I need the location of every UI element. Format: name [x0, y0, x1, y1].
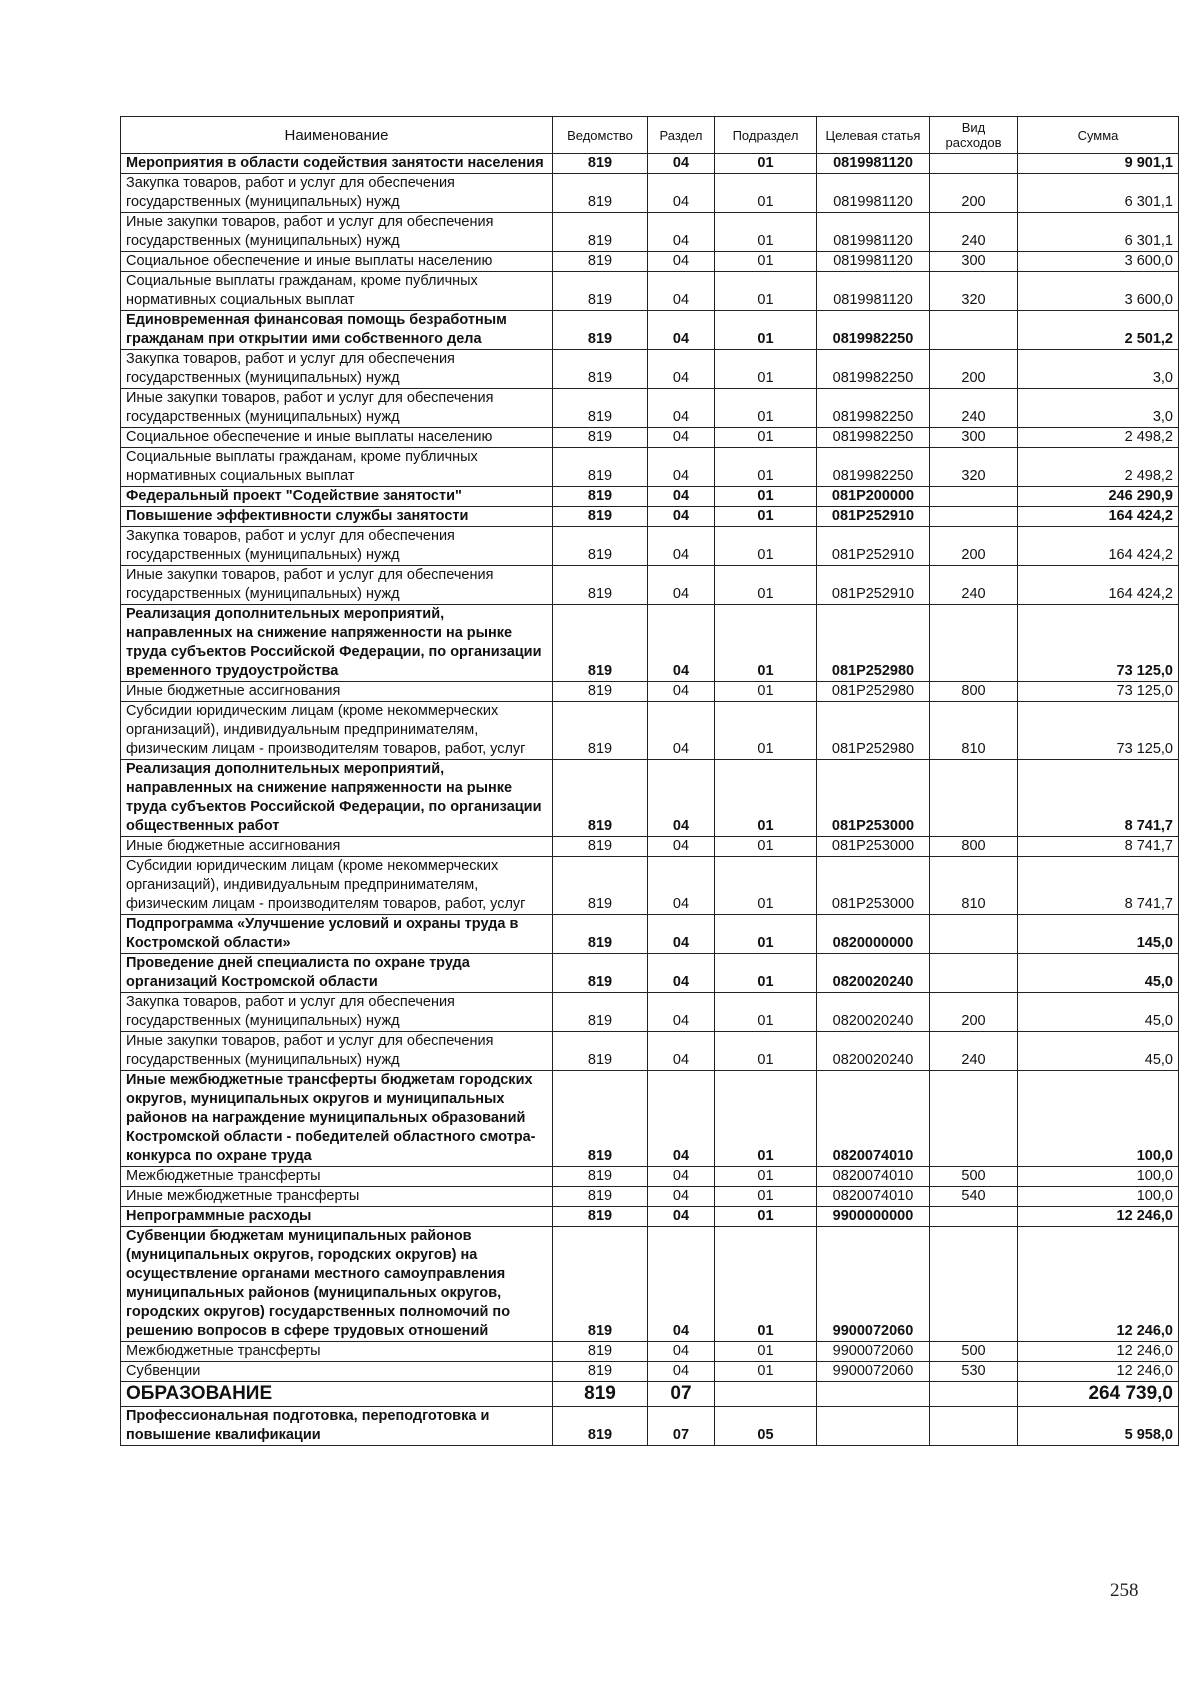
row-section: 04	[648, 837, 715, 857]
row-dept: 819	[553, 1032, 648, 1071]
row-dept: 819	[553, 682, 648, 702]
table-row	[121, 1187, 1179, 1207]
row-sum: 100,0	[1018, 1071, 1179, 1167]
row-subsection: 01	[715, 428, 817, 448]
row-target: 081P253000	[817, 857, 930, 915]
row-subsection: 01	[715, 213, 817, 252]
row-section: 04	[648, 154, 715, 174]
table-row	[121, 1071, 1179, 1167]
row-dept: 819	[553, 702, 648, 760]
row-exp-type: 500	[930, 1342, 1018, 1362]
row-sum: 5 958,0	[1018, 1407, 1179, 1446]
table-row	[121, 1032, 1179, 1071]
row-exp-type	[930, 605, 1018, 682]
row-target: 0819981120	[817, 272, 930, 311]
row-dept: 819	[553, 1382, 648, 1407]
header-exp-type: Вид расходов	[930, 117, 1018, 154]
header-subsection: Подраздел	[715, 117, 817, 154]
row-exp-type: 300	[930, 428, 1018, 448]
row-dept: 819	[553, 350, 648, 389]
row-exp-type	[930, 311, 1018, 350]
row-dept: 819	[553, 1342, 648, 1362]
row-dept: 819	[553, 1167, 648, 1187]
row-subsection: 01	[715, 566, 817, 605]
row-subsection: 01	[715, 605, 817, 682]
row-sum: 12 246,0	[1018, 1362, 1179, 1382]
row-target: 0820020240	[817, 954, 930, 993]
row-section: 04	[648, 605, 715, 682]
row-dept: 819	[553, 389, 648, 428]
row-subsection: 01	[715, 174, 817, 213]
row-subsection: 01	[715, 1207, 817, 1227]
row-target: 9900072060	[817, 1227, 930, 1342]
table-row	[121, 915, 1179, 954]
row-exp-type: 500	[930, 1167, 1018, 1187]
row-name: Субвенции	[121, 1362, 553, 1382]
table-row	[121, 1342, 1179, 1362]
row-target: 081P253000	[817, 760, 930, 837]
row-dept: 819	[553, 1362, 648, 1382]
row-name: Профессиональная подготовка, переподготовка и повышение квалификации	[121, 1407, 553, 1446]
row-exp-type	[930, 1207, 1018, 1227]
row-exp-type	[930, 1382, 1018, 1407]
table-row	[121, 1227, 1179, 1342]
row-section: 04	[648, 1362, 715, 1382]
row-dept: 819	[553, 174, 648, 213]
row-name: Иные бюджетные ассигнования	[121, 682, 553, 702]
header-dept: Ведомство	[553, 117, 648, 154]
table-row	[121, 448, 1179, 487]
row-target: 0820074010	[817, 1187, 930, 1207]
table-row	[121, 1407, 1179, 1446]
row-section: 04	[648, 702, 715, 760]
row-exp-type: 300	[930, 252, 1018, 272]
table-row	[121, 527, 1179, 566]
row-target: 081P200000	[817, 487, 930, 507]
row-target: 081P252980	[817, 702, 930, 760]
row-sum: 45,0	[1018, 1032, 1179, 1071]
row-exp-type: 320	[930, 448, 1018, 487]
row-section: 04	[648, 760, 715, 837]
row-dept: 819	[553, 857, 648, 915]
row-section: 04	[648, 311, 715, 350]
row-subsection: 01	[715, 350, 817, 389]
row-section: 07	[648, 1382, 715, 1407]
table-row	[121, 993, 1179, 1032]
row-exp-type	[930, 1407, 1018, 1446]
row-dept: 819	[553, 566, 648, 605]
row-target: 0819981120	[817, 213, 930, 252]
row-sum: 264 739,0	[1018, 1382, 1179, 1407]
row-name: ОБРАЗОВАНИЕ	[121, 1382, 553, 1407]
row-subsection: 01	[715, 702, 817, 760]
row-target: 081P252910	[817, 527, 930, 566]
row-name: Федеральный проект "Содействие занятости"	[121, 487, 553, 507]
row-subsection: 01	[715, 1342, 817, 1362]
row-name: Закупка товаров, работ и услуг для обеспечения государственных (муниципальных) нужд	[121, 350, 553, 389]
row-dept: 819	[553, 154, 648, 174]
row-sum: 6 301,1	[1018, 213, 1179, 252]
row-section: 04	[648, 389, 715, 428]
row-section: 04	[648, 448, 715, 487]
row-section: 04	[648, 1342, 715, 1362]
row-dept: 819	[553, 760, 648, 837]
row-exp-type: 800	[930, 682, 1018, 702]
row-section: 04	[648, 1227, 715, 1342]
row-subsection: 01	[715, 1071, 817, 1167]
row-sum: 2 498,2	[1018, 428, 1179, 448]
row-dept: 819	[553, 837, 648, 857]
row-exp-type	[930, 487, 1018, 507]
row-exp-type: 800	[930, 837, 1018, 857]
row-name: Повышение эффективности службы занятости	[121, 507, 553, 527]
row-target: 0819982250	[817, 350, 930, 389]
row-dept: 819	[553, 507, 648, 527]
row-name: Межбюджетные трансферты	[121, 1167, 553, 1187]
row-name: Иные бюджетные ассигнования	[121, 837, 553, 857]
row-subsection: 01	[715, 389, 817, 428]
row-target: 081P252910	[817, 566, 930, 605]
row-subsection: 01	[715, 1167, 817, 1187]
row-exp-type: 200	[930, 993, 1018, 1032]
row-exp-type: 320	[930, 272, 1018, 311]
row-exp-type	[930, 1071, 1018, 1167]
row-sum: 3 600,0	[1018, 252, 1179, 272]
row-dept: 819	[553, 1227, 648, 1342]
row-subsection: 01	[715, 272, 817, 311]
table-row	[121, 1167, 1179, 1187]
row-dept: 819	[553, 487, 648, 507]
row-name: Проведение дней специалиста по охране труда организаций Костромской области	[121, 954, 553, 993]
row-sum: 12 246,0	[1018, 1207, 1179, 1227]
row-section: 04	[648, 272, 715, 311]
row-target: 9900000000	[817, 1207, 930, 1227]
row-exp-type	[930, 954, 1018, 993]
row-dept: 819	[553, 448, 648, 487]
row-name: Закупка товаров, работ и услуг для обеспечения государственных (муниципальных) нужд	[121, 174, 553, 213]
table-header-row	[121, 117, 1179, 154]
row-sum: 2 498,2	[1018, 448, 1179, 487]
row-sum: 164 424,2	[1018, 566, 1179, 605]
row-subsection: 01	[715, 1362, 817, 1382]
row-subsection: 01	[715, 527, 817, 566]
row-target: 0819981120	[817, 252, 930, 272]
row-section: 04	[648, 487, 715, 507]
table-row	[121, 702, 1179, 760]
row-section: 07	[648, 1407, 715, 1446]
table-row	[121, 389, 1179, 428]
row-sum: 45,0	[1018, 954, 1179, 993]
row-name: Иные закупки товаров, работ и услуг для обеспечения государственных (муниципальных) нужд	[121, 566, 553, 605]
row-sum: 8 741,7	[1018, 837, 1179, 857]
row-subsection: 01	[715, 760, 817, 837]
row-target: 0820020240	[817, 1032, 930, 1071]
row-name: Закупка товаров, работ и услуг для обеспечения государственных (муниципальных) нужд	[121, 993, 553, 1032]
row-target: 081P252980	[817, 682, 930, 702]
row-sum: 8 741,7	[1018, 857, 1179, 915]
row-subsection: 01	[715, 448, 817, 487]
row-subsection: 01	[715, 1227, 817, 1342]
row-sum: 45,0	[1018, 993, 1179, 1032]
row-subsection: 01	[715, 837, 817, 857]
row-section: 04	[648, 1071, 715, 1167]
row-dept: 819	[553, 993, 648, 1032]
row-sum: 73 125,0	[1018, 702, 1179, 760]
header-target: Целевая статья	[817, 117, 930, 154]
row-name: Мероприятия в области содействия занятости населения	[121, 154, 553, 174]
row-name: Закупка товаров, работ и услуг для обеспечения государственных (муниципальных) нужд	[121, 527, 553, 566]
row-exp-type: 540	[930, 1187, 1018, 1207]
table-row	[121, 1362, 1179, 1382]
row-sum: 6 301,1	[1018, 174, 1179, 213]
row-sum: 100,0	[1018, 1167, 1179, 1187]
row-name: Межбюджетные трансферты	[121, 1342, 553, 1362]
row-exp-type: 200	[930, 350, 1018, 389]
row-dept: 819	[553, 311, 648, 350]
row-exp-type	[930, 915, 1018, 954]
table-row	[121, 1207, 1179, 1227]
table-row	[121, 507, 1179, 527]
row-name: Социальные выплаты гражданам, кроме публичных нормативных социальных выплат	[121, 272, 553, 311]
row-subsection: 01	[715, 993, 817, 1032]
row-target: 0819981120	[817, 174, 930, 213]
row-subsection: 01	[715, 487, 817, 507]
row-section: 04	[648, 527, 715, 566]
row-subsection: 01	[715, 1032, 817, 1071]
row-subsection: 01	[715, 954, 817, 993]
row-section: 04	[648, 350, 715, 389]
row-section: 04	[648, 174, 715, 213]
row-target: 9900072060	[817, 1342, 930, 1362]
row-section: 04	[648, 1187, 715, 1207]
table-body	[121, 154, 1179, 1446]
row-subsection: 01	[715, 1187, 817, 1207]
row-dept: 819	[553, 213, 648, 252]
row-subsection: 01	[715, 507, 817, 527]
row-subsection: 01	[715, 915, 817, 954]
row-sum: 164 424,2	[1018, 507, 1179, 527]
row-dept: 819	[553, 1187, 648, 1207]
table-row	[121, 174, 1179, 213]
row-section: 04	[648, 428, 715, 448]
header-name: Наименование	[121, 117, 553, 154]
row-exp-type: 240	[930, 213, 1018, 252]
row-target: 081P252910	[817, 507, 930, 527]
table-row	[121, 605, 1179, 682]
row-dept: 819	[553, 272, 648, 311]
row-dept: 819	[553, 1407, 648, 1446]
budget-table	[120, 116, 1179, 1446]
row-sum: 164 424,2	[1018, 527, 1179, 566]
row-dept: 819	[553, 527, 648, 566]
row-section: 04	[648, 566, 715, 605]
table-row	[121, 837, 1179, 857]
row-name: Иные межбюджетные трансферты	[121, 1187, 553, 1207]
row-exp-type	[930, 760, 1018, 837]
row-name: Реализация дополнительных мероприятий, направленных на снижение напряженности на рынке труда субъектов Российской Федерации, по организации временного трудоустройства	[121, 605, 553, 682]
table-row	[121, 252, 1179, 272]
table-row	[121, 213, 1179, 252]
table-row	[121, 487, 1179, 507]
table-row	[121, 857, 1179, 915]
row-subsection: 01	[715, 154, 817, 174]
row-section: 04	[648, 857, 715, 915]
row-name: Иные межбюджетные трансферты бюджетам городских округов, муниципальных округов и муниципальных районов на награждение муниципальных образований Костромской области - победителей областного смотра-конкурса по охране труда	[121, 1071, 553, 1167]
row-dept: 819	[553, 428, 648, 448]
header-section: Раздел	[648, 117, 715, 154]
row-sum: 73 125,0	[1018, 605, 1179, 682]
header-sum: Сумма	[1018, 117, 1179, 154]
row-target: 0820074010	[817, 1167, 930, 1187]
row-sum: 12 246,0	[1018, 1227, 1179, 1342]
row-name: Субсидии юридическим лицам (кроме некоммерческих организаций), индивидуальным предпринимателям, физическим лицам - производителям товаров, работ, услуг	[121, 857, 553, 915]
row-target: 081P252980	[817, 605, 930, 682]
row-sum: 246 290,9	[1018, 487, 1179, 507]
row-dept: 819	[553, 605, 648, 682]
row-exp-type: 200	[930, 527, 1018, 566]
row-target: 0819982250	[817, 311, 930, 350]
row-name: Иные закупки товаров, работ и услуг для обеспечения государственных (муниципальных) нужд	[121, 389, 553, 428]
row-exp-type: 810	[930, 857, 1018, 915]
row-exp-type: 530	[930, 1362, 1018, 1382]
page-number: 258	[1110, 1580, 1139, 1601]
row-dept: 819	[553, 954, 648, 993]
row-name: Социальное обеспечение и иные выплаты населению	[121, 428, 553, 448]
table-row	[121, 1382, 1179, 1407]
row-sum: 2 501,2	[1018, 311, 1179, 350]
row-subsection: 05	[715, 1407, 817, 1446]
row-exp-type	[930, 507, 1018, 527]
row-target: 0819982250	[817, 428, 930, 448]
row-subsection	[715, 1382, 817, 1407]
row-section: 04	[648, 507, 715, 527]
row-target: 0819982250	[817, 389, 930, 428]
table-row	[121, 154, 1179, 174]
row-subsection: 01	[715, 857, 817, 915]
row-name: Субвенции бюджетам муниципальных районов (муниципальных округов, городских округов) на осуществление органами местного самоуправления муниципальных районов (муниципальных округов, городских округов) государственных полномочий по решению вопросов в сфере трудовых отношений	[121, 1227, 553, 1342]
row-name: Иные закупки товаров, работ и услуг для обеспечения государственных (муниципальных) нужд	[121, 1032, 553, 1071]
row-exp-type	[930, 154, 1018, 174]
row-name: Социальное обеспечение и иные выплаты населению	[121, 252, 553, 272]
table-row	[121, 428, 1179, 448]
row-sum: 145,0	[1018, 915, 1179, 954]
row-sum: 100,0	[1018, 1187, 1179, 1207]
row-section: 04	[648, 1207, 715, 1227]
row-name: Реализация дополнительных мероприятий, направленных на снижение напряженности на рынке труда субъектов Российской Федерации, по организации общественных работ	[121, 760, 553, 837]
row-subsection: 01	[715, 252, 817, 272]
row-exp-type: 810	[930, 702, 1018, 760]
row-name: Иные закупки товаров, работ и услуг для обеспечения государственных (муниципальных) нужд	[121, 213, 553, 252]
row-sum: 3,0	[1018, 350, 1179, 389]
row-section: 04	[648, 993, 715, 1032]
row-section: 04	[648, 915, 715, 954]
row-sum: 9 901,1	[1018, 154, 1179, 174]
row-exp-type: 240	[930, 389, 1018, 428]
row-target: 0819982250	[817, 448, 930, 487]
row-section: 04	[648, 213, 715, 252]
row-target: 0819981120	[817, 154, 930, 174]
row-sum: 12 246,0	[1018, 1342, 1179, 1362]
row-target: 081P253000	[817, 837, 930, 857]
row-sum: 3 600,0	[1018, 272, 1179, 311]
table-row	[121, 566, 1179, 605]
row-section: 04	[648, 682, 715, 702]
row-name: Субсидии юридическим лицам (кроме некоммерческих организаций), индивидуальным предпринимателям, физическим лицам - производителям товаров, работ, услуг	[121, 702, 553, 760]
row-target: 0820074010	[817, 1071, 930, 1167]
row-exp-type: 200	[930, 174, 1018, 213]
row-name: Единовременная финансовая помощь безработным гражданам при открытии ими собственного дела	[121, 311, 553, 350]
row-sum: 73 125,0	[1018, 682, 1179, 702]
row-section: 04	[648, 252, 715, 272]
row-dept: 819	[553, 252, 648, 272]
row-target: 0820000000	[817, 915, 930, 954]
row-target	[817, 1382, 930, 1407]
row-name: Непрограммные расходы	[121, 1207, 553, 1227]
table-row	[121, 682, 1179, 702]
table-row	[121, 311, 1179, 350]
row-dept: 819	[553, 915, 648, 954]
table-row	[121, 350, 1179, 389]
row-subsection: 01	[715, 311, 817, 350]
row-exp-type	[930, 1227, 1018, 1342]
row-target: 0820020240	[817, 993, 930, 1032]
row-subsection: 01	[715, 682, 817, 702]
row-name: Подпрограмма «Улучшение условий и охраны труда в Костромской области»	[121, 915, 553, 954]
row-sum: 8 741,7	[1018, 760, 1179, 837]
row-dept: 819	[553, 1207, 648, 1227]
row-name: Социальные выплаты гражданам, кроме публичных нормативных социальных выплат	[121, 448, 553, 487]
table-row	[121, 954, 1179, 993]
row-target	[817, 1407, 930, 1446]
row-exp-type: 240	[930, 566, 1018, 605]
row-section: 04	[648, 1032, 715, 1071]
row-target: 9900072060	[817, 1362, 930, 1382]
row-section: 04	[648, 954, 715, 993]
row-dept: 819	[553, 1071, 648, 1167]
row-exp-type: 240	[930, 1032, 1018, 1071]
row-section: 04	[648, 1167, 715, 1187]
row-sum: 3,0	[1018, 389, 1179, 428]
table-row	[121, 760, 1179, 837]
table-row	[121, 272, 1179, 311]
